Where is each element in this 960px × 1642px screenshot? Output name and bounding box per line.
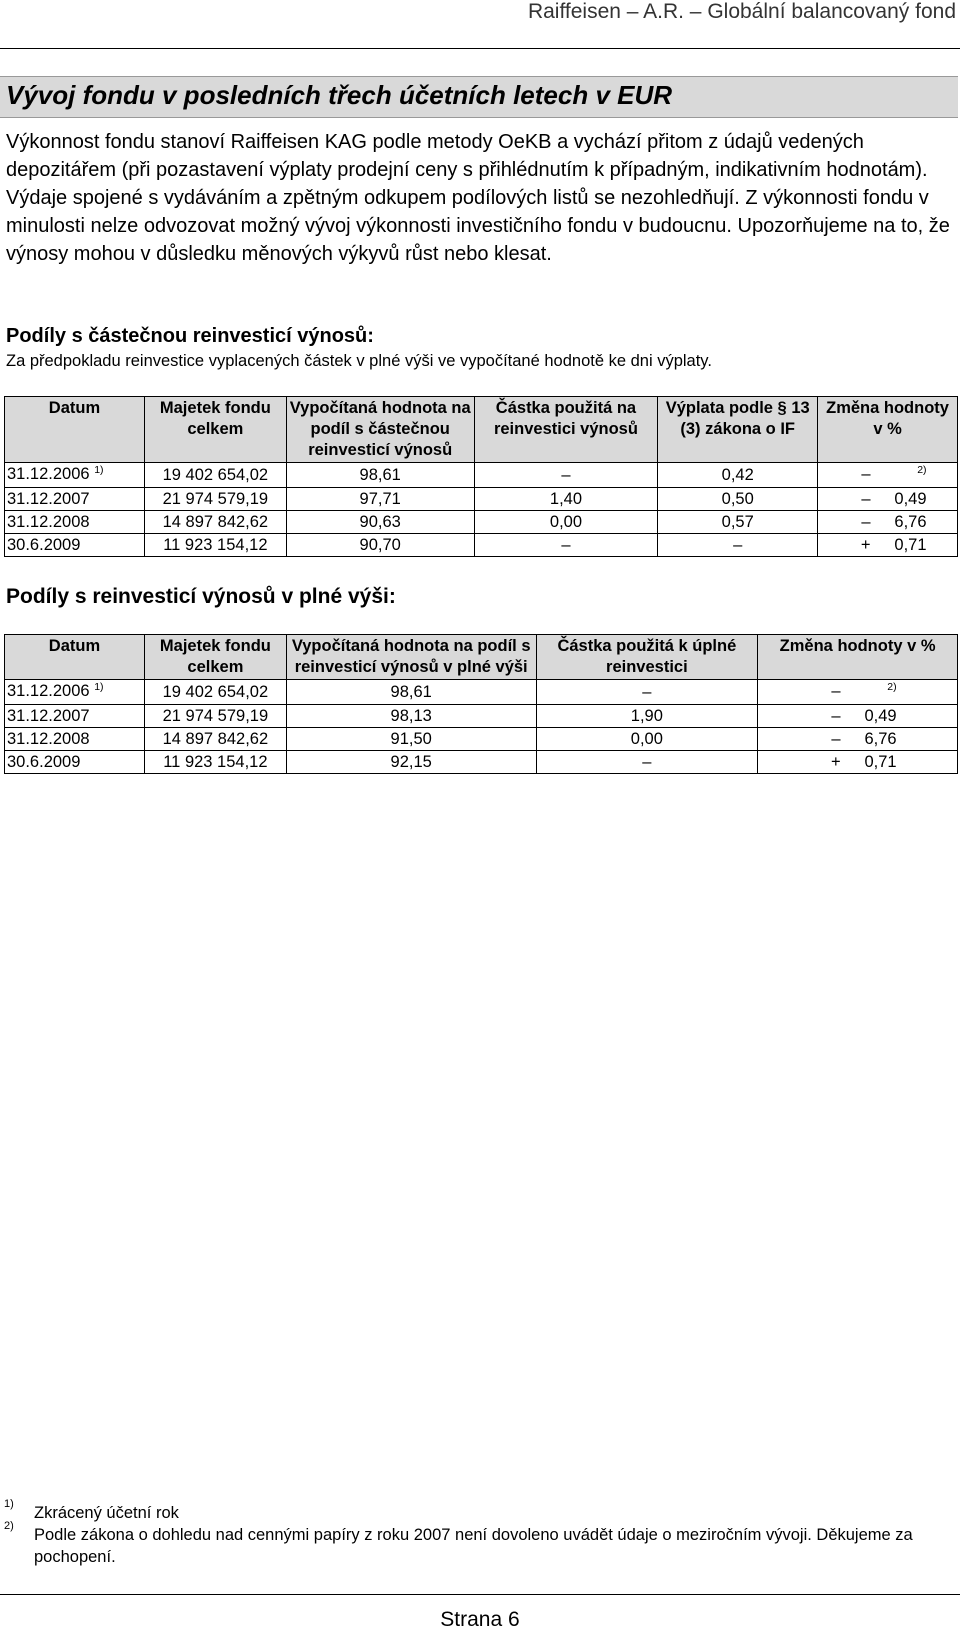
section-title: Vývoj fondu v posledních třech účetních letech v EUR (6, 80, 673, 110)
cell-date: 31.12.2007 (5, 705, 145, 728)
full-reinvestment-table (4, 634, 958, 774)
cell-assets: 11 923 154,12 (144, 534, 286, 557)
col-change: Změna hodnoty v % (758, 635, 958, 680)
cell-value: 90,70 (286, 534, 474, 557)
footnote-1 (4, 1498, 954, 1524)
footer-divider (0, 1594, 960, 1595)
cell-date: 31.12.2008 (5, 728, 145, 751)
cell-assets: 21 974 579,19 (144, 488, 286, 511)
cell-payout: 0,50 (658, 488, 818, 511)
footnote-text: Podle zákona o dohledu nad cennými papíry z roku 2007 není dovoleno uvádět údaje o meziročním vývoji. Děkujeme za pochopení. (34, 1526, 913, 1566)
col-value: Vypočítaná hodnota na podíl s částečnou reinvesticí výnosů (286, 397, 474, 463)
cell-change: – $^{2)}$ (758, 680, 958, 705)
table-row (5, 751, 958, 774)
cell-value: 90,63 (286, 511, 474, 534)
cell-assets: 14 897 842,62 (144, 728, 286, 751)
cell-reinvest: – (474, 463, 658, 488)
cell-date: 30.6.2009 (5, 534, 145, 557)
cell-assets: 11 923 154,12 (144, 751, 286, 774)
page-header: Raiffeisen – A.R. – Globální balancovaný fond (527, 0, 956, 23)
cell-value: 98,13 (286, 705, 536, 728)
partial-reinvestment-table (4, 396, 958, 557)
cell-change: – 6,76 (758, 728, 958, 751)
cell-reinvest: – (536, 680, 758, 705)
cell-assets: 21 974 579,19 (144, 705, 286, 728)
table-header-row (5, 397, 958, 463)
cell-date: 30.6.2009 (5, 751, 145, 774)
col-reinvest: Částka použitá k úplné reinvestici (536, 635, 758, 680)
cell-value: 92,15 (286, 751, 536, 774)
footnote-mark: 1) (4, 1498, 14, 1510)
col-reinvest: Částka použitá na reinvestici výnosů (474, 397, 658, 463)
cell-reinvest: – (474, 534, 658, 557)
col-payout: Výplata podle § 13 (3) zákona o IF (658, 397, 818, 463)
cell-reinvest: 0,00 (474, 511, 658, 534)
cell-value: 97,71 (286, 488, 474, 511)
cell-date: 31.12.2006 $^{1)}$ (5, 680, 145, 705)
cell-reinvest: 1,90 (536, 705, 758, 728)
table-row (5, 534, 958, 557)
col-datum: Datum (5, 397, 145, 463)
cell-value: 98,61 (286, 680, 536, 705)
cell-value: 98,61 (286, 463, 474, 488)
table-row (5, 511, 958, 534)
cell-change: + 0,71 (758, 751, 958, 774)
cell-date: 31.12.2007 (5, 488, 145, 511)
cell-assets: 19 402 654,02 (144, 680, 286, 705)
col-assets: Majetek fondu celkem (144, 397, 286, 463)
table-header-row (5, 635, 958, 680)
page-number: Strana 6 (440, 1608, 520, 1631)
cell-reinvest: 1,40 (474, 488, 658, 511)
cell-payout: 0,57 (658, 511, 818, 534)
table-row (5, 488, 958, 511)
intro-paragraph (6, 128, 956, 268)
cell-reinvest: – (536, 751, 758, 774)
cell-change: – $^{2)}$ (818, 463, 958, 488)
table-row (5, 728, 958, 751)
cell-change: + 0,71 (818, 534, 958, 557)
cell-payout: 0,42 (658, 463, 818, 488)
table1-title: Podíly s částečnou reinvesticí výnosů: (6, 325, 374, 347)
footnote-text: Zkrácený účetní rok (34, 1504, 179, 1522)
cell-date: 31.12.2008 (5, 511, 145, 534)
section-title-bar (0, 76, 958, 118)
footnote-2 (4, 1520, 954, 1568)
intro-text: Výkonnost fondu stanoví Raiffeisen KAG podle metody OeKB a vychází přitom z údajů vedených depozitářem (při pozastavení výplaty prodejní ceny s přihlédnutím k případným, indikativním hodnotám). Výdaje spojené s vydáváním a zpětným odkupem podílových listů se nezohledňují. Z výkonnosti fondu v minulosti nelze odvozovat možný vývoj výkonnosti investičního fondu v budoucnu. Upozorňujeme na to, že výnosy mohou v důsledku měnových výkyvů růst nebo klesat. (6, 131, 950, 265)
cell-change: – 6,76 (818, 511, 958, 534)
header-divider (0, 48, 960, 49)
cell-reinvest: 0,00 (536, 728, 758, 751)
footnotes (4, 1498, 954, 1568)
cell-change: – 0,49 (758, 705, 958, 728)
cell-payout: – (658, 534, 818, 557)
cell-value: 91,50 (286, 728, 536, 751)
table-row (5, 705, 958, 728)
cell-change: – 0,49 (818, 488, 958, 511)
table2-title: Podíly s reinvesticí výnosů v plné výši: (6, 585, 396, 608)
col-assets: Majetek fondu celkem (144, 635, 286, 680)
col-datum: Datum (5, 635, 145, 680)
table1-note: Za předpokladu reinvestice vyplacených částek v plné výši ve vypočítané hodnotě ke dni výplaty. (6, 352, 712, 370)
table-row (5, 463, 958, 488)
col-value: Vypočítaná hodnota na podíl s reinvesticí výnosů v plné výši (286, 635, 536, 680)
cell-assets: 19 402 654,02 (144, 463, 286, 488)
table-row (5, 680, 958, 705)
cell-date: 31.12.2006 $^{1)}$ (5, 463, 145, 488)
col-change: Změna hodnoty v % (818, 397, 958, 463)
cell-assets: 14 897 842,62 (144, 511, 286, 534)
footnote-mark: 2) (4, 1520, 14, 1532)
